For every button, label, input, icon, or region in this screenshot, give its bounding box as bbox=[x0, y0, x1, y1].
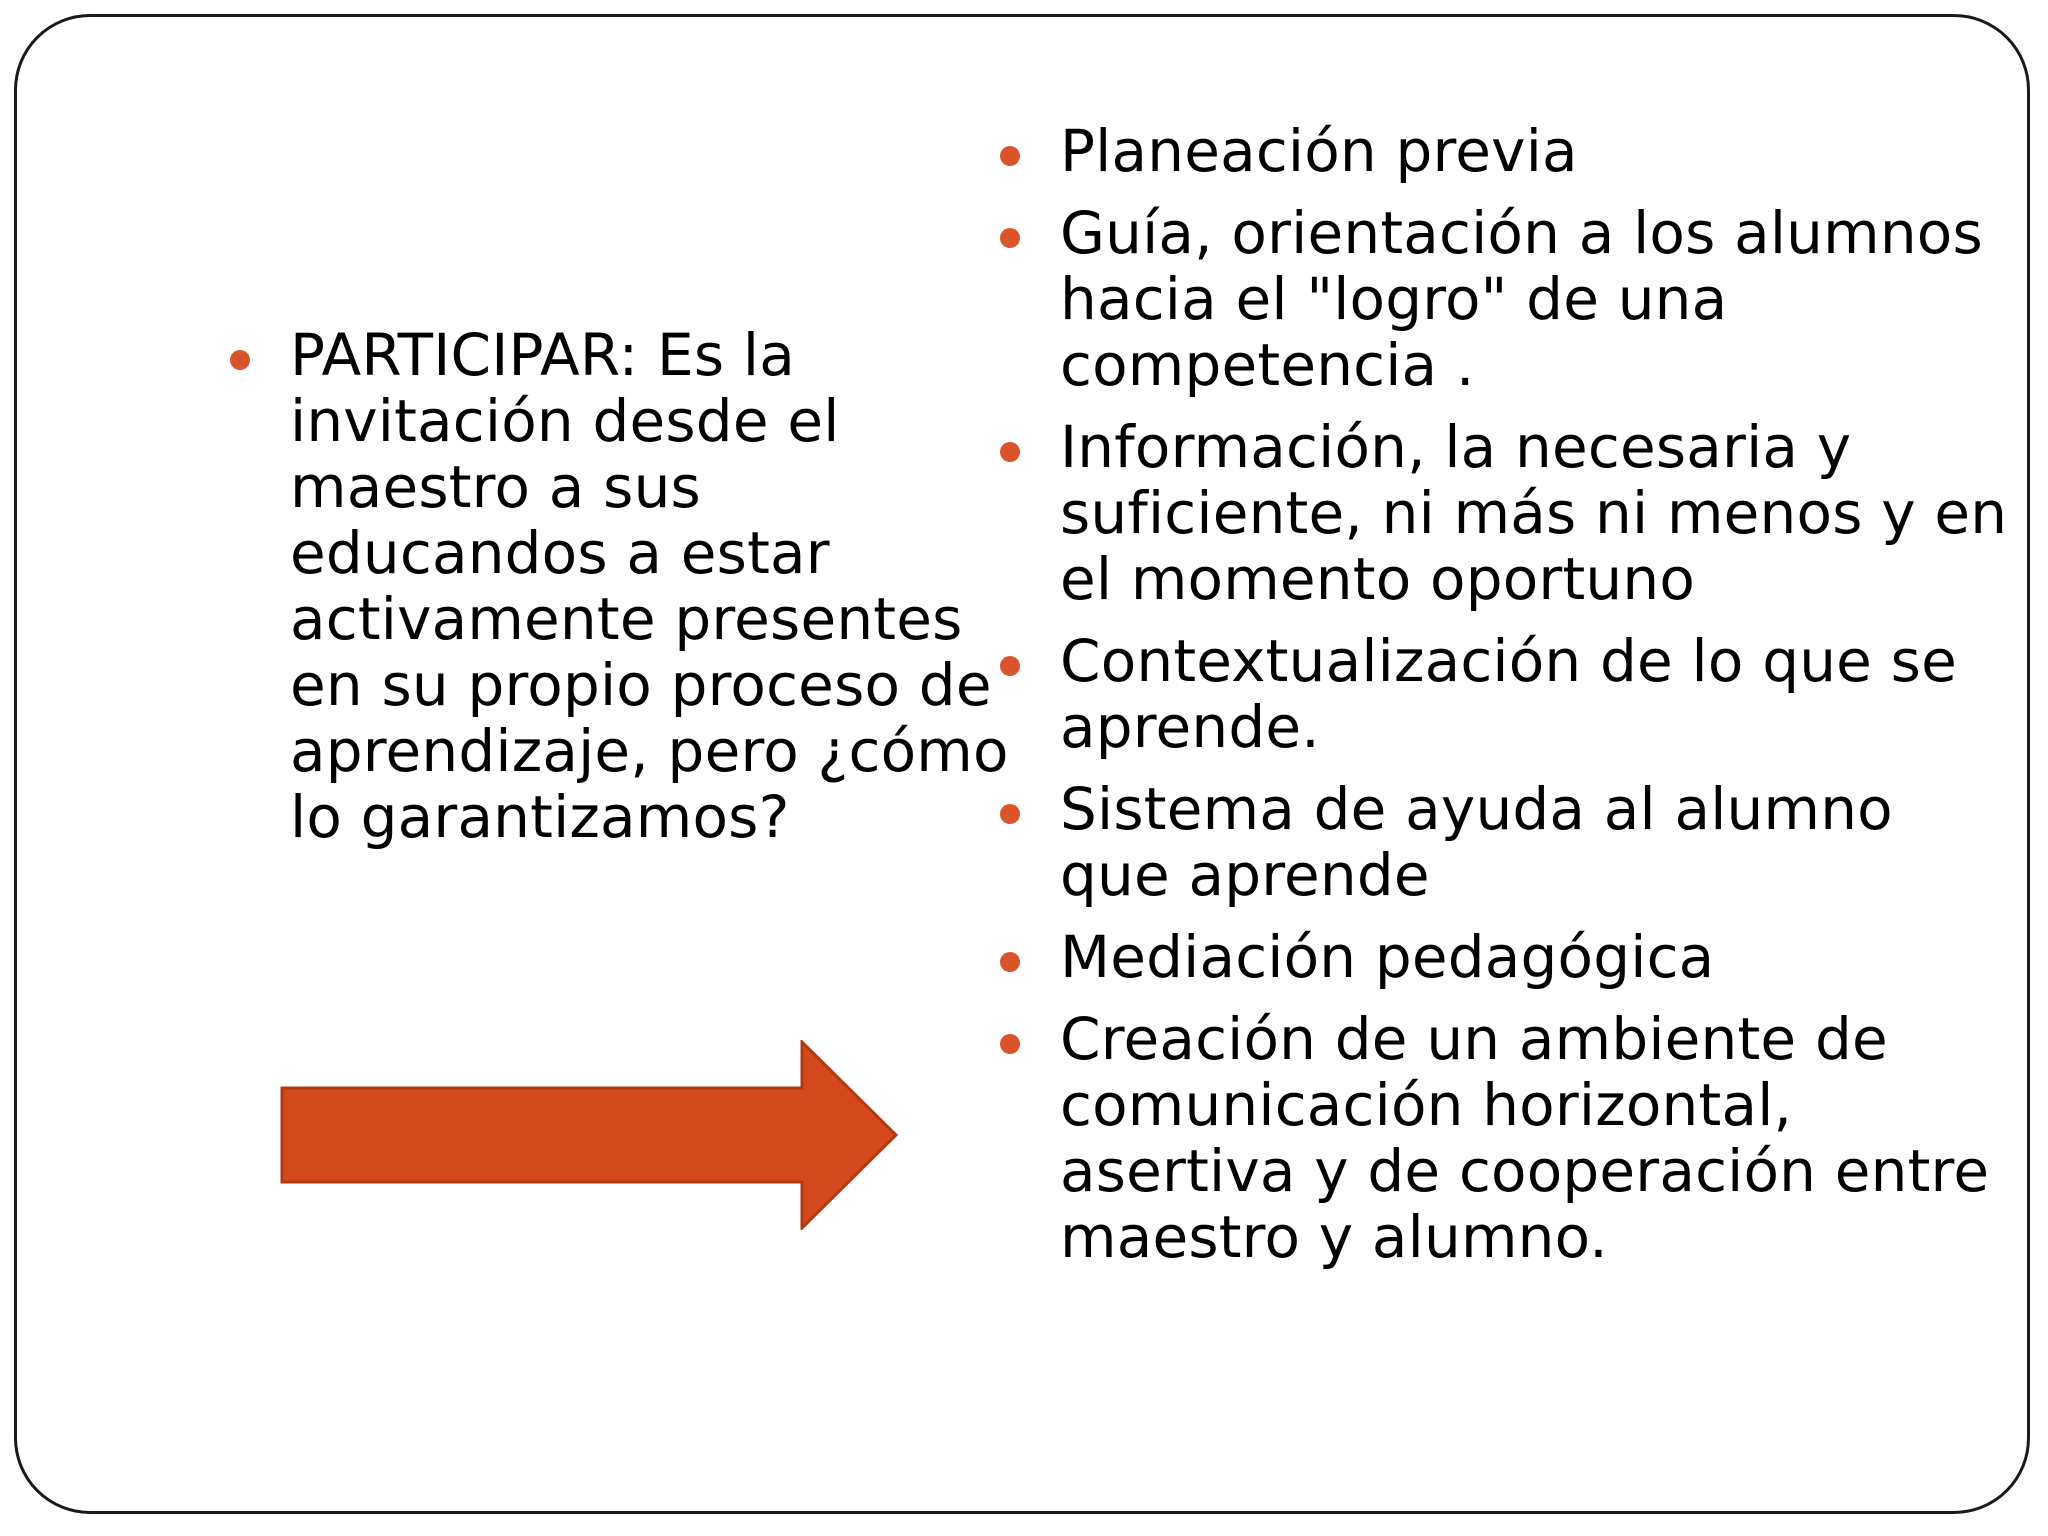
bullet-dot-icon bbox=[1000, 442, 1020, 462]
bullet-dot-icon bbox=[1000, 228, 1020, 248]
item-informacion: Información, la necesaria y suficiente, ni más ni menos y en el momento oportuno bbox=[1060, 413, 2008, 613]
left-bullet-list bbox=[230, 322, 1030, 850]
bullet-dot-icon bbox=[230, 350, 250, 370]
list-item bbox=[1000, 200, 2010, 398]
bullet-dot-icon bbox=[1000, 804, 1020, 824]
bullet-dot-icon bbox=[1000, 146, 1020, 166]
list-item bbox=[1000, 628, 2010, 760]
right-bullet-list bbox=[1000, 118, 2010, 1286]
bullet-dot-icon bbox=[1000, 1034, 1020, 1054]
item-creacion-ambiente: Creación de un ambiente de comunicación horizontal, asertiva y de cooperación entre maestro y alumno. bbox=[1060, 1005, 1990, 1271]
list-item bbox=[1000, 924, 2010, 990]
list-item bbox=[1000, 118, 2010, 184]
item-sistema-ayuda: Sistema de ayuda al alumno que aprende bbox=[1060, 775, 1893, 909]
item-guia: Guía, orientación a los alumnos hacia el "logro" de una competencia . bbox=[1060, 199, 1983, 399]
item-contextualizacion: Contextualización de lo que se aprende. bbox=[1060, 627, 1957, 761]
list-item bbox=[1000, 776, 2010, 908]
item-mediacion: Mediación pedagógica bbox=[1060, 923, 1715, 991]
list-item bbox=[1000, 1006, 2010, 1270]
bullet-dot-icon bbox=[1000, 656, 1020, 676]
list-item bbox=[230, 322, 1030, 850]
bullet-dot-icon bbox=[1000, 952, 1020, 972]
right-arrow-icon bbox=[280, 1040, 900, 1230]
list-item bbox=[1000, 414, 2010, 612]
item-planeacion: Planeación previa bbox=[1060, 117, 1578, 185]
participar-text: PARTICIPAR: Es la invitación desde el maestro a sus educandos a estar activamente presentes en su propio proceso de aprendizaje, pero ¿cómo lo garantizamos? bbox=[290, 321, 1009, 851]
